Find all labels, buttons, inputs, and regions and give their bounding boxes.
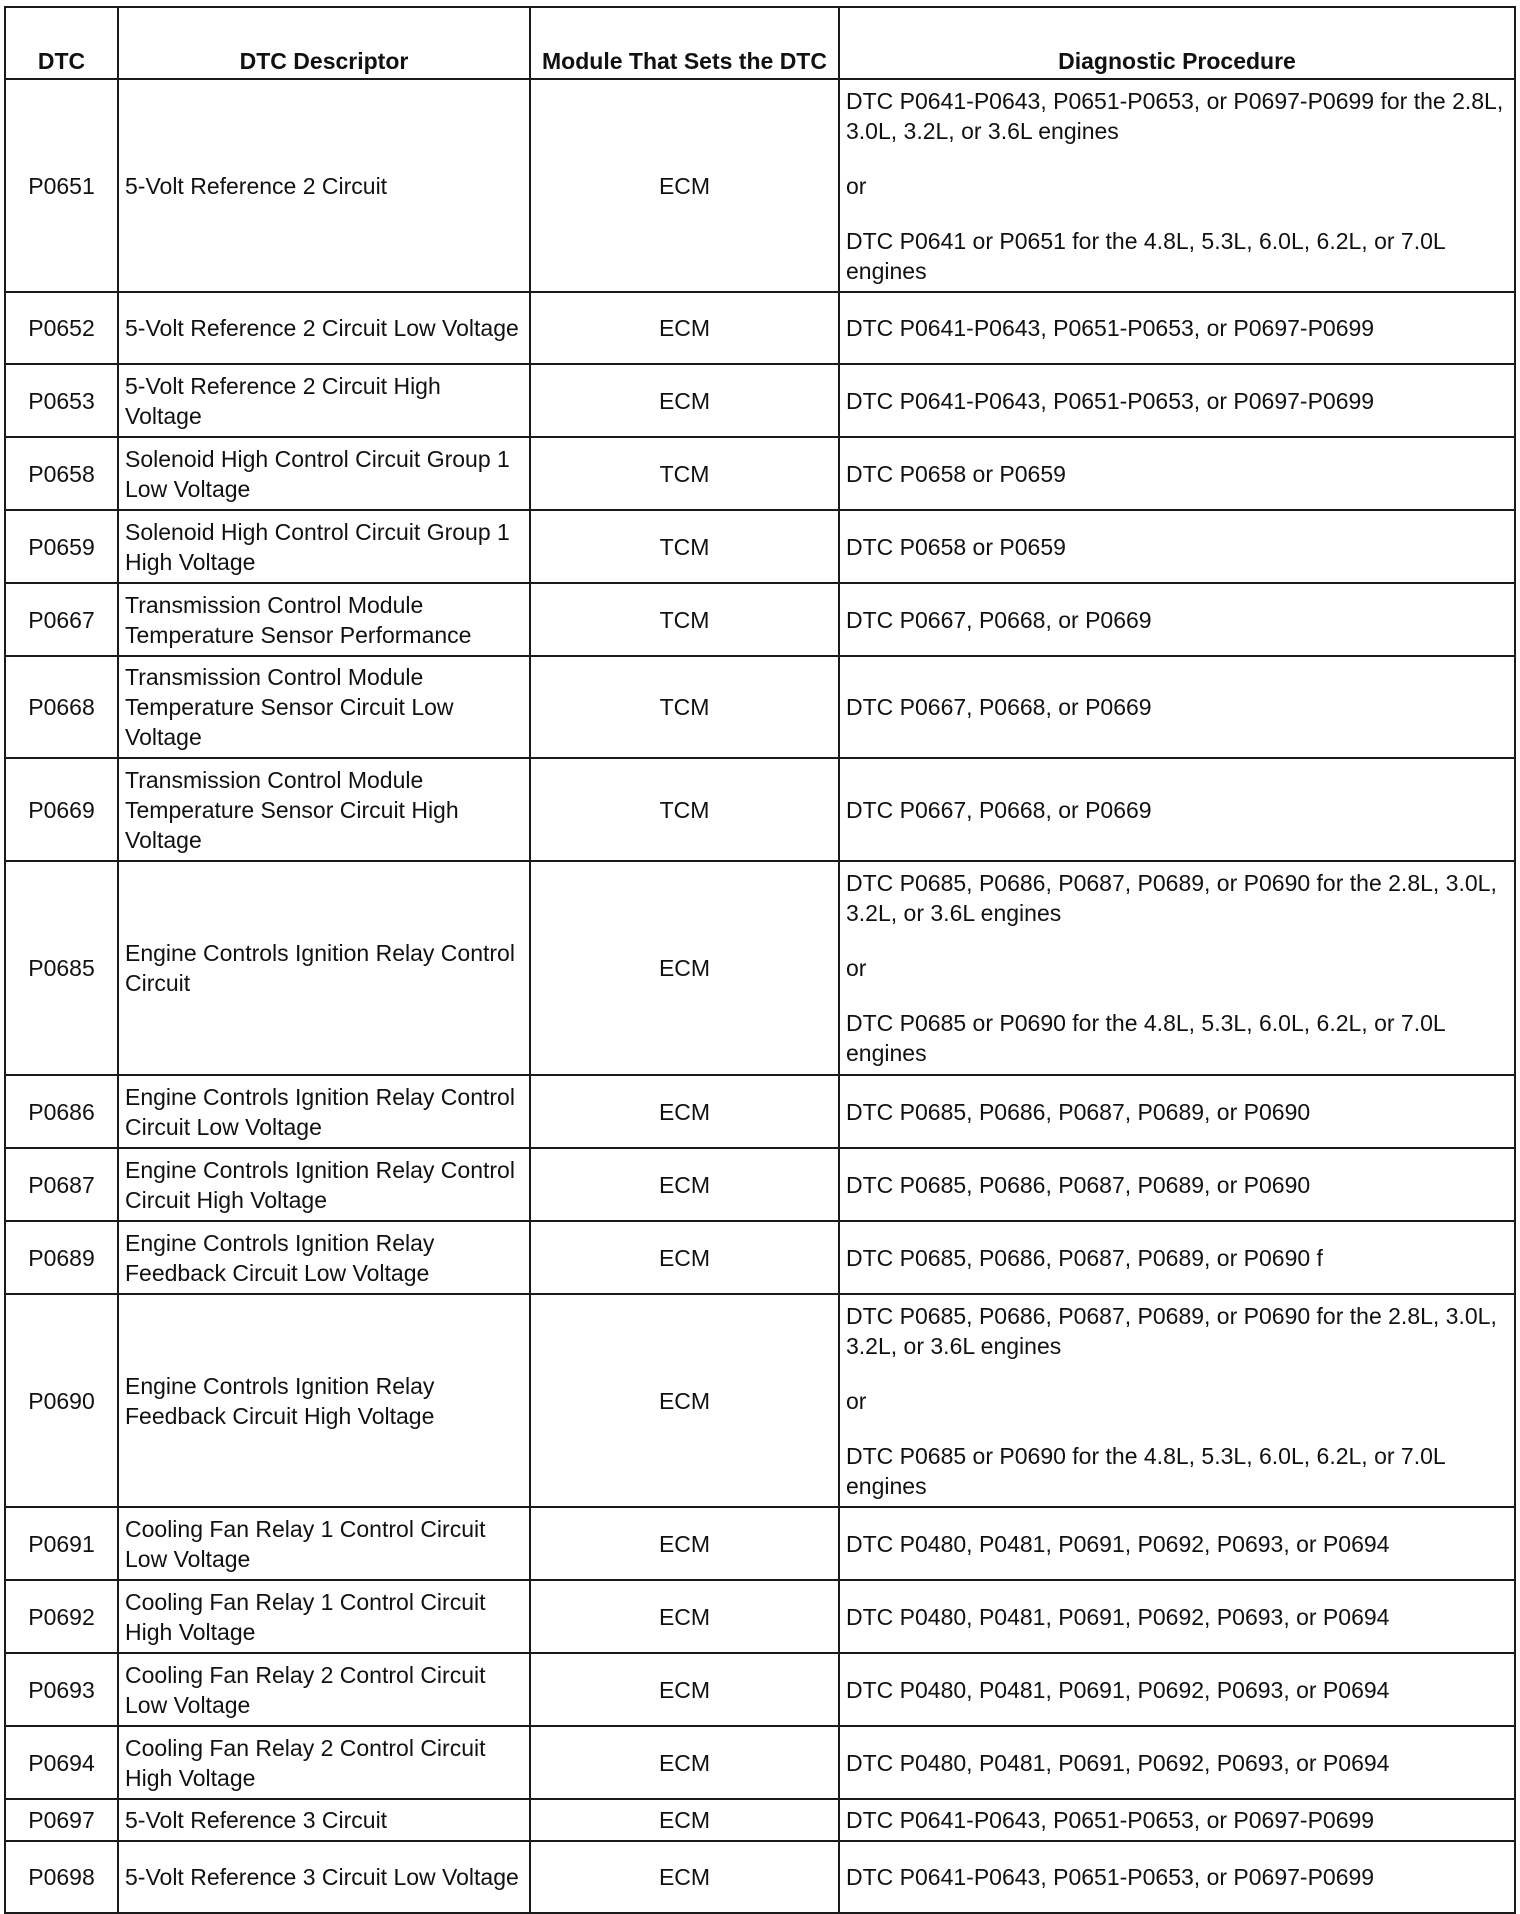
dtc-code: P0669 bbox=[5, 758, 118, 861]
dtc-table bbox=[4, 6, 1516, 1914]
module: TCM bbox=[530, 437, 839, 510]
dtc-descriptor: Cooling Fan Relay 1 Control Circuit Low Voltage bbox=[118, 1507, 530, 1580]
module: ECM bbox=[530, 1726, 839, 1799]
diagnostic-procedure: DTC P0641-P0643, P0651-P0653, or P0697-P0699 bbox=[839, 1841, 1515, 1913]
procedure-part-b: DTC P0641 or P0651 for the 4.8L, 5.3L, 6.0L, 6.2L, or 7.0L engines bbox=[846, 227, 1445, 284]
diagnostic-procedure: DTC P0480, P0481, P0691, P0692, P0693, or P0694 bbox=[839, 1653, 1515, 1726]
diagnostic-procedure: DTC P0480, P0481, P0691, P0692, P0693, or P0694 bbox=[839, 1580, 1515, 1653]
module: ECM bbox=[530, 861, 839, 1075]
diagnostic-procedure: DTC P0641-P0643, P0651-P0653, or P0697-P0699 bbox=[839, 292, 1515, 364]
dtc-descriptor: Transmission Control Module Temperature Sensor Performance bbox=[118, 583, 530, 656]
header-module: Module That Sets the DTC bbox=[530, 7, 839, 79]
procedure-part-a: DTC P0685, P0686, P0687, P0689, or P0690 for the 2.8L, 3.0L, 3.2L, or 3.6L engines bbox=[846, 1302, 1497, 1359]
module: ECM bbox=[530, 1841, 839, 1913]
diagnostic-procedure: DTC P0667, P0668, or P0669 bbox=[839, 758, 1515, 861]
module: ECM bbox=[530, 1075, 839, 1148]
table-row bbox=[5, 510, 1515, 583]
table-row bbox=[5, 1507, 1515, 1580]
procedure-part-b: DTC P0685 or P0690 for the 4.8L, 5.3L, 6.0L, 6.2L, or 7.0L engines bbox=[846, 1010, 1445, 1066]
dtc-code: P0697 bbox=[5, 1799, 118, 1841]
dtc-descriptor: 5-Volt Reference 3 Circuit bbox=[118, 1799, 530, 1841]
dtc-code: P0686 bbox=[5, 1075, 118, 1148]
module: TCM bbox=[530, 656, 839, 758]
procedure-or: or bbox=[846, 1387, 867, 1414]
module: TCM bbox=[530, 758, 839, 861]
table-row bbox=[5, 437, 1515, 510]
table-row bbox=[5, 1653, 1515, 1726]
diagnostic-procedure: DTC P0641-P0643, P0651-P0653, or P0697-P0699 bbox=[839, 364, 1515, 437]
procedure-part-a: DTC P0685, P0686, P0687, P0689, or P0690 for the 2.8L, 3.0L, 3.2L, or 3.6L engines bbox=[846, 870, 1497, 926]
diagnostic-procedure bbox=[839, 861, 1515, 1075]
table-row bbox=[5, 1148, 1515, 1221]
table-row bbox=[5, 1075, 1515, 1148]
dtc-code: P0693 bbox=[5, 1653, 118, 1726]
dtc-code: P0667 bbox=[5, 583, 118, 656]
procedure-or: or bbox=[846, 172, 867, 199]
diagnostic-procedure: DTC P0685, P0686, P0687, P0689, or P0690 bbox=[839, 1075, 1515, 1148]
dtc-code: P0692 bbox=[5, 1580, 118, 1653]
diagnostic-procedure bbox=[839, 79, 1515, 292]
module: ECM bbox=[530, 1507, 839, 1580]
dtc-code: P0690 bbox=[5, 1294, 118, 1507]
dtc-code: P0694 bbox=[5, 1726, 118, 1799]
dtc-code: P0668 bbox=[5, 656, 118, 758]
dtc-descriptor: Engine Controls Ignition Relay Feedback Circuit Low Voltage bbox=[118, 1221, 530, 1294]
table-header-row bbox=[5, 7, 1515, 79]
module: ECM bbox=[530, 79, 839, 292]
dtc-descriptor: 5-Volt Reference 2 Circuit bbox=[118, 79, 530, 292]
table-row bbox=[5, 861, 1515, 1075]
dtc-descriptor: Cooling Fan Relay 2 Control Circuit Low Voltage bbox=[118, 1653, 530, 1726]
module: ECM bbox=[530, 292, 839, 364]
module: ECM bbox=[530, 1148, 839, 1221]
diagnostic-procedure: DTC P0480, P0481, P0691, P0692, P0693, or P0694 bbox=[839, 1507, 1515, 1580]
dtc-descriptor: 5-Volt Reference 2 Circuit High Voltage bbox=[118, 364, 530, 437]
table-row bbox=[5, 1841, 1515, 1913]
table-row bbox=[5, 79, 1515, 292]
dtc-code: P0689 bbox=[5, 1221, 118, 1294]
table-row bbox=[5, 758, 1515, 861]
header-descriptor: DTC Descriptor bbox=[118, 7, 530, 79]
dtc-descriptor: Engine Controls Ignition Relay Feedback Circuit High Voltage bbox=[118, 1294, 530, 1507]
procedure-or: or bbox=[846, 955, 867, 981]
diagnostic-procedure: DTC P0667, P0668, or P0669 bbox=[839, 583, 1515, 656]
dtc-descriptor: 5-Volt Reference 2 Circuit Low Voltage bbox=[118, 292, 530, 364]
table-row bbox=[5, 1221, 1515, 1294]
module: ECM bbox=[530, 1221, 839, 1294]
module: TCM bbox=[530, 583, 839, 656]
procedure-part-b: DTC P0685 or P0690 for the 4.8L, 5.3L, 6.0L, 6.2L, or 7.0L engines bbox=[846, 1442, 1445, 1499]
dtc-descriptor: Solenoid High Control Circuit Group 1 High Voltage bbox=[118, 510, 530, 583]
table-row bbox=[5, 583, 1515, 656]
module: ECM bbox=[530, 1294, 839, 1507]
procedure-part-a: DTC P0641-P0643, P0651-P0653, or P0697-P0699 for the 2.8L, 3.0L, 3.2L, or 3.6L engines bbox=[846, 87, 1504, 144]
diagnostic-procedure: DTC P0685, P0686, P0687, P0689, or P0690 f bbox=[839, 1221, 1515, 1294]
dtc-code: P0658 bbox=[5, 437, 118, 510]
dtc-descriptor: Transmission Control Module Temperature Sensor Circuit High Voltage bbox=[118, 758, 530, 861]
table-row bbox=[5, 656, 1515, 758]
module: TCM bbox=[530, 510, 839, 583]
dtc-code: P0691 bbox=[5, 1507, 118, 1580]
dtc-descriptor: Cooling Fan Relay 2 Control Circuit High Voltage bbox=[118, 1726, 530, 1799]
dtc-code: P0653 bbox=[5, 364, 118, 437]
table-row bbox=[5, 1726, 1515, 1799]
dtc-descriptor: Engine Controls Ignition Relay Control Circuit bbox=[118, 861, 530, 1075]
diagnostic-procedure: DTC P0641-P0643, P0651-P0653, or P0697-P0699 bbox=[839, 1799, 1515, 1841]
table-row bbox=[5, 1799, 1515, 1841]
table-row bbox=[5, 364, 1515, 437]
diagnostic-procedure: DTC P0658 or P0659 bbox=[839, 437, 1515, 510]
diagnostic-procedure: DTC P0480, P0481, P0691, P0692, P0693, or P0694 bbox=[839, 1726, 1515, 1799]
header-procedure: Diagnostic Procedure bbox=[839, 7, 1515, 79]
dtc-descriptor: Solenoid High Control Circuit Group 1 Low Voltage bbox=[118, 437, 530, 510]
header-dtc: DTC bbox=[5, 7, 118, 79]
diagnostic-procedure: DTC P0685, P0686, P0687, P0689, or P0690 bbox=[839, 1148, 1515, 1221]
table-row bbox=[5, 1294, 1515, 1507]
module: ECM bbox=[530, 1580, 839, 1653]
table-row bbox=[5, 292, 1515, 364]
dtc-descriptor: Transmission Control Module Temperature Sensor Circuit Low Voltage bbox=[118, 656, 530, 758]
diagnostic-procedure bbox=[839, 1294, 1515, 1507]
module: ECM bbox=[530, 364, 839, 437]
module: ECM bbox=[530, 1799, 839, 1841]
dtc-descriptor: Cooling Fan Relay 1 Control Circuit High Voltage bbox=[118, 1580, 530, 1653]
dtc-descriptor: Engine Controls Ignition Relay Control Circuit Low Voltage bbox=[118, 1075, 530, 1148]
dtc-descriptor: 5-Volt Reference 3 Circuit Low Voltage bbox=[118, 1841, 530, 1913]
diagnostic-procedure: DTC P0658 or P0659 bbox=[839, 510, 1515, 583]
dtc-code: P0687 bbox=[5, 1148, 118, 1221]
table-row bbox=[5, 1580, 1515, 1653]
dtc-code: P0685 bbox=[5, 861, 118, 1075]
module: ECM bbox=[530, 1653, 839, 1726]
diagnostic-procedure: DTC P0667, P0668, or P0669 bbox=[839, 656, 1515, 758]
dtc-code: P0651 bbox=[5, 79, 118, 292]
dtc-code: P0659 bbox=[5, 510, 118, 583]
dtc-code: P0698 bbox=[5, 1841, 118, 1913]
dtc-code: P0652 bbox=[5, 292, 118, 364]
dtc-descriptor: Engine Controls Ignition Relay Control Circuit High Voltage bbox=[118, 1148, 530, 1221]
